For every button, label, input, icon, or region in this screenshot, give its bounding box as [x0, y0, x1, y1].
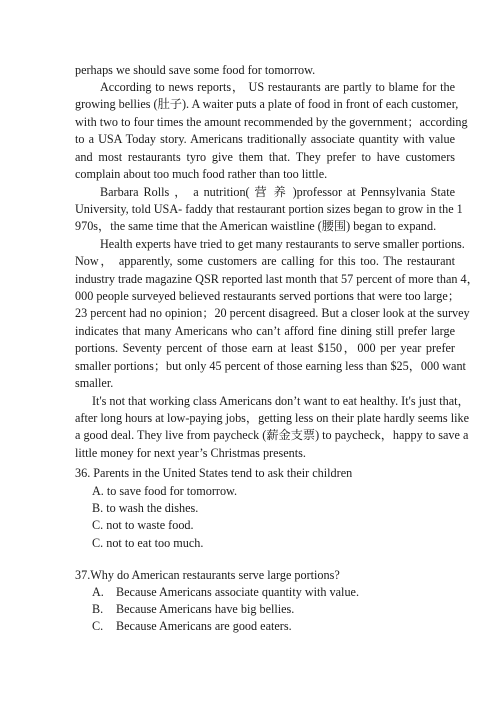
passage-line: smaller portions；but only 45 percent of those earning less than $25，000 want — [75, 359, 466, 373]
passage-line: University, told USA- faddy that restaurant portion sizes began to grow in the 1 — [75, 202, 463, 216]
passage-line: indicates that many Americans who can’t afford fine dining still prefer large — [75, 324, 455, 338]
question-37-option-letter: C. — [92, 619, 104, 633]
passage-line: Now， apparently, some customers are calling for this too. The restaurant — [75, 254, 455, 268]
question-36-option: A. to save food for tomorrow. — [92, 484, 238, 498]
passage-line: It's not that working class Americans don’t want to eat healthy. It's just that， — [92, 394, 470, 408]
passage-line: According to news reports， US restaurants are partly to blame for the — [100, 80, 455, 94]
passage-line: 23 percent had no opinion；20 percent disagreed. But a closer look at the survey — [75, 306, 470, 320]
passage-line: after long hours at low-paying jobs，getting less on their plate hardly seems like — [75, 411, 469, 425]
passage-line: little money for next year’s Christmas presents. — [75, 446, 306, 460]
passage-line: complain about too much food rather than too little. — [75, 167, 328, 181]
passage-line: perhaps we should save some food for tomorrow. — [75, 63, 316, 77]
passage-line: with two to four times the amount recommended by the government；according — [75, 115, 468, 129]
question-37-option-text: Because Americans have big bellies. — [116, 602, 295, 616]
passage-line: smaller. — [75, 376, 114, 390]
question-36-option: C. not to waste food. — [92, 518, 194, 532]
passage-line: and most restaurants tyro give them that. They prefer to have customers — [75, 150, 455, 164]
passage-line: growing bellies (肚子). A waiter puts a plate of food in front of each customer, — [75, 97, 459, 111]
passage-line: portions. Seventy percent of those earn at least $150，000 per year prefer — [75, 341, 455, 355]
passage-line: 970s，the same time that the American waistline (腰围) began to expand. — [75, 219, 437, 233]
passage-line: a good deal. They live from paycheck (薪金支票) to paycheck，happy to save a — [75, 428, 469, 442]
passage-line: Health experts have tried to get many restaurants to serve smaller portions. — [100, 237, 465, 251]
question-36-option: B. to wash the dishes. — [92, 501, 199, 515]
question-36-stem: 36. Parents in the United States tend to ask their children — [75, 466, 353, 480]
question-37-stem: 37.Why do American restaurants serve large portions? — [75, 568, 340, 582]
question-37-option-text: Because Americans are good eaters. — [116, 619, 292, 633]
question-37-option-letter: A. — [92, 585, 104, 599]
question-37-option-text: Because Americans associate quantity with value. — [116, 585, 359, 599]
question-36-option: C. not to eat too much. — [92, 536, 204, 550]
passage-line: 000 people surveyed believed restaurants served portions that were too large； — [75, 289, 460, 303]
passage-line: to a USA Today story. Americans traditionally associate quantity with value — [75, 132, 455, 146]
question-37-option-letter: B. — [92, 602, 104, 616]
passage-line: Barbara Rolls ， a nutrition( 营 养 )professor at Pennsylvania State — [100, 185, 455, 199]
passage-line: industry trade magazine QSR reported last month that 57 percent of more than 4， — [75, 272, 479, 286]
